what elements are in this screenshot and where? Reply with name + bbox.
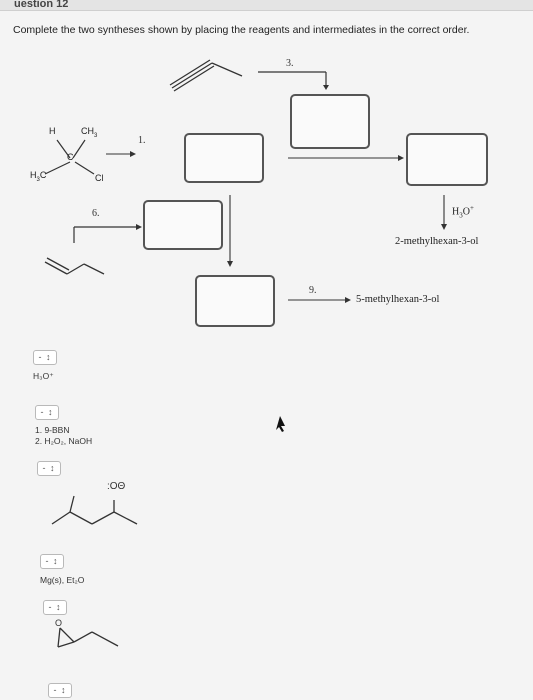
drop-box-2[interactable] <box>184 133 264 183</box>
option-6-select[interactable]: - ↕ <box>48 683 72 698</box>
slot-6-label: 6. <box>92 208 100 219</box>
option-1-label: H₃O⁺ <box>33 371 54 381</box>
arrow-to-box4 <box>258 72 326 86</box>
reagent-h3o-label: $H_3O^+$ <box>452 204 474 220</box>
label-ch3: $CH_3$ <box>81 126 98 139</box>
option-epoxide-structure <box>58 628 118 647</box>
label-cl: Cl <box>95 173 104 183</box>
drop-box-7[interactable] <box>143 200 223 250</box>
drop-box-4[interactable] <box>290 94 370 149</box>
product-5-methylhexan-3-ol: 5-methylhexan-3-ol <box>356 294 440 305</box>
label-c: C <box>67 152 74 162</box>
option-3-label: :OΘ <box>107 481 126 492</box>
option-4-select[interactable]: - ↕ <box>40 554 64 569</box>
option-3-select[interactable]: - ↕ <box>37 461 61 476</box>
slot-9-label: 9. <box>309 285 317 296</box>
option-5-select[interactable]: - ↕ <box>43 600 67 615</box>
instructions-text: Complete the two syntheses shown by placing the reagents and intermediates in the correct order. <box>13 24 470 36</box>
alkyne-structure <box>170 60 242 91</box>
drop-box-8[interactable] <box>195 275 275 327</box>
bracket-arrow-6 <box>74 227 138 243</box>
option-alkoxide-structure <box>52 496 137 524</box>
option-2-line1: 1. 9-BBN <box>35 425 70 435</box>
label-h3c: $H_3C$ <box>30 170 47 183</box>
label-h: H <box>49 126 56 136</box>
alkene-structure <box>45 258 104 274</box>
option-4-label: Mg(s), Et₂O <box>40 575 85 585</box>
slot-3-label: 3. <box>286 58 294 69</box>
question-header: uestion 12 <box>0 0 533 11</box>
drop-box-5[interactable] <box>406 133 488 186</box>
option-2-line2: 2. H₂O₂, NaOH <box>35 436 93 446</box>
option-1-select[interactable]: - ↕ <box>33 350 57 365</box>
product-2-methylhexan-3-ol: 2-methylhexan-3-ol <box>395 236 479 247</box>
option-5-label: O <box>55 618 63 628</box>
option-2-select[interactable]: - ↕ <box>35 405 59 420</box>
slot-1-label: 1. <box>138 135 146 146</box>
mouse-cursor <box>276 416 285 432</box>
